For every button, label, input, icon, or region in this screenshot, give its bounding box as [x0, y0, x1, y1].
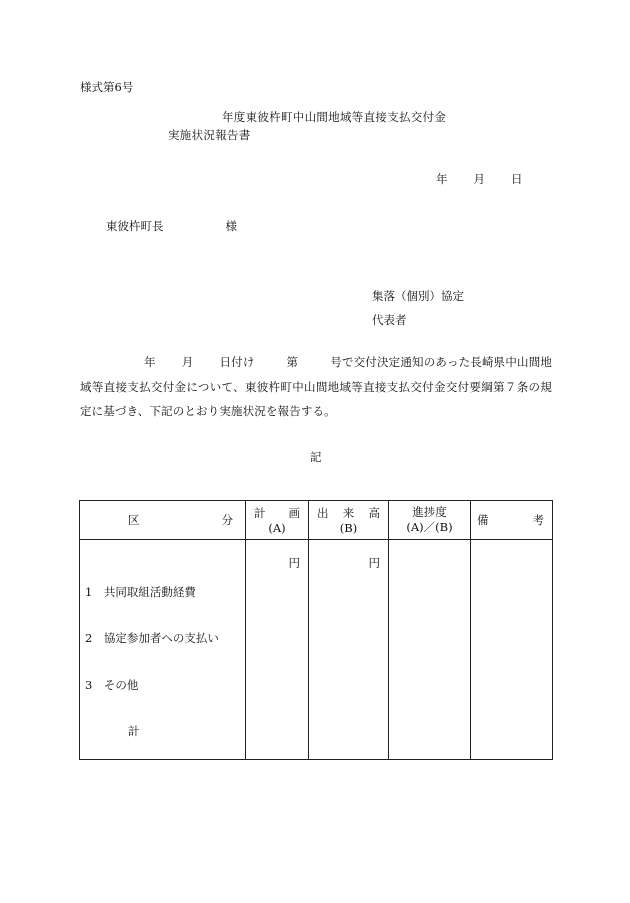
date-year: 年: [436, 172, 448, 186]
body-year: 年: [144, 355, 156, 369]
plan-cell[interactable]: [246, 540, 309, 760]
item-other: 3 その他: [85, 678, 139, 692]
body-dated: 日付け: [219, 355, 255, 369]
addressee: [106, 219, 237, 233]
title-line-2: 実施状況報告書: [168, 128, 251, 142]
addressee-name: 東彼杵町長: [106, 219, 164, 233]
title-line-1: 年度東彼杵町中山間地域等直接支払交付金: [222, 110, 447, 124]
item-total: 計: [128, 724, 140, 738]
sender-representative: 代表者: [372, 313, 407, 327]
body-paragraph: [80, 350, 552, 424]
header-actual: 出 来 高 (B): [309, 501, 389, 540]
plan-unit: 円: [288, 556, 300, 570]
sender-group: 集落（個別）協定: [372, 289, 464, 303]
body-number-prefix: 第: [286, 355, 299, 369]
report-table: [79, 500, 553, 760]
progress-cell[interactable]: [389, 540, 471, 760]
item-participant-payment: 2 協定参加者への支払い: [85, 631, 219, 645]
header-category: 区 分: [80, 501, 246, 540]
header-remarks: 備 考: [471, 501, 553, 540]
actual-unit: 円: [368, 556, 380, 570]
remarks-cell[interactable]: [471, 540, 553, 760]
date-day: 日: [511, 172, 523, 186]
category-cell: [80, 540, 246, 760]
date-line: [436, 172, 523, 186]
form-number: 様式第6号: [80, 80, 134, 94]
item-joint-activity: 1 共同取組活動経費: [85, 585, 196, 599]
body-month: 月: [181, 355, 194, 369]
ki-heading: 記: [310, 450, 322, 464]
header-plan: 計 画 (A): [246, 501, 309, 540]
body-rest: 号で交付決定通知のあった長崎県中山間地域等直接支払交付金について、東彼杵町中山間地域等直接支払交付金交付要綱第７条の規定に基づき、下記のとおり実施状況を報告する。: [80, 355, 553, 418]
addressee-honorific: 様: [225, 219, 237, 233]
date-month: 月: [473, 172, 485, 186]
actual-cell[interactable]: [309, 540, 389, 760]
header-progress: 進捗度 (A)／(B): [389, 501, 471, 540]
